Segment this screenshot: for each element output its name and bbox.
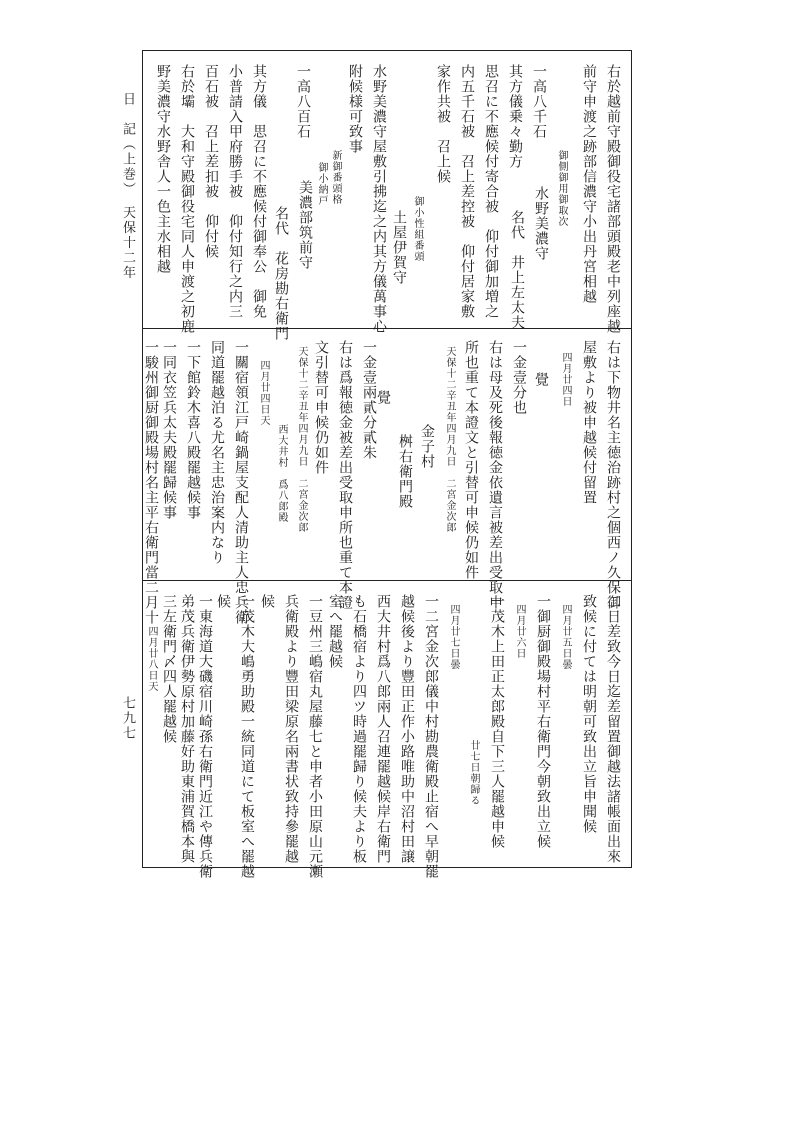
text-column: 水野美濃守 bbox=[533, 186, 549, 261]
text-column: 三左衛門〆四人罷越候 bbox=[161, 594, 177, 744]
text-column: 内五千石被 召上差控被 仰付居家敷 bbox=[459, 64, 475, 319]
heading-oboe: 覺 bbox=[533, 372, 549, 387]
text-column: 名代 井上左太夫 bbox=[509, 210, 525, 330]
heading-oboe: 覺 bbox=[375, 390, 391, 405]
text-column: 金子村 bbox=[419, 424, 435, 469]
text-column: 一金壹兩貳分貳朱 bbox=[361, 340, 377, 460]
date-annotation: 四月廿五日曇 bbox=[560, 604, 571, 670]
text-column: 西大井村爲八郎兩人召連罷越候岸右衛門 bbox=[375, 594, 391, 864]
text-column: 名代 花房勘右衛門 bbox=[273, 206, 289, 341]
text-column: 桝右衛門殿 bbox=[397, 434, 413, 509]
date-annotation: 四月廿八日天 bbox=[146, 626, 157, 692]
date-annotation: 四月廿四日天 bbox=[258, 360, 269, 426]
text-column: 右於越前守殿御役宅諸部頭殿老中列座越 bbox=[605, 64, 621, 334]
text-column: 其方儀 思召に不應候付御奉公 御免 bbox=[251, 64, 267, 319]
text-column: 二日差致今日迄差留置御越法諸帳面出來 bbox=[605, 594, 621, 864]
text-column: 附候様可致事 bbox=[347, 64, 363, 154]
text-column: 一下館鈴木喜八殿罷越候事 bbox=[185, 340, 201, 520]
text-column: 其方儀乗々勤方 bbox=[507, 64, 523, 169]
date-annotation: 天保十二辛丑年四月九日 二宮金次郎 bbox=[296, 346, 307, 533]
date-annotation: 四月廿四日 bbox=[560, 352, 571, 407]
text-column: 室へ罷越候 bbox=[327, 594, 343, 669]
section-divider-1 bbox=[142, 328, 632, 329]
date-annotation: 四月廿六日 bbox=[514, 604, 525, 659]
text-column: 一同衣笠兵太夫殿罷歸候事 bbox=[161, 340, 177, 520]
text-column: も石橋宿より四ツ時過罷歸り候夫より板 bbox=[351, 594, 367, 864]
text-column: 一關宿領江戸崎鍋屋支配人清助主人忠兵衛 bbox=[233, 340, 249, 625]
text-column: 文引替可申候仍如件 bbox=[313, 340, 329, 475]
text-column: 一高八千石 bbox=[531, 64, 547, 139]
text-column: 美濃部筑前守 bbox=[297, 180, 313, 270]
small-annotation: 新御番頭格 bbox=[330, 150, 341, 205]
text-column: 一御厨御殿場村平右衛門今朝致出立候 bbox=[535, 594, 551, 849]
text-column: 土屋伊賀守 bbox=[391, 210, 407, 285]
text-column: 右は爲報徳金被差出受取申所也重て本證 bbox=[337, 340, 353, 610]
text-column: 家作共被 召上候 bbox=[435, 64, 451, 184]
text-column: 前守申渡之跡部信濃守小出丹宮相越 bbox=[581, 64, 597, 304]
text-column: 一豆州三嶋宿丸屋藤七と申者小田原山元瀬 bbox=[307, 594, 323, 879]
small-annotation: 御小性組番頭 bbox=[412, 196, 423, 262]
text-column: 屋敷より被申越候付留置 bbox=[581, 340, 597, 505]
text-column: 兵衛殿より豐田梁原名兩書状致持參罷越 bbox=[283, 594, 299, 864]
date-annotation: 廿七日朝歸る bbox=[468, 740, 479, 806]
text-column: 同道罷越泊る尤名主忠治案内なり bbox=[209, 340, 225, 565]
section-divider-2 bbox=[142, 580, 632, 581]
book-title-header: 日 記（上巻） 天保十二年 bbox=[120, 92, 135, 281]
text-column: 野美濃守水野舎人一色主水相越 bbox=[155, 64, 171, 274]
text-column: 一高八百石 bbox=[295, 64, 311, 139]
text-column: 一茂木上田正太郎殿自下三人罷越申候 bbox=[489, 594, 505, 849]
text-column: 越候後より豐田正作小路唯助中沼村田譲 bbox=[399, 594, 415, 864]
text-column: 一駿州御厨御殿場村名主平右衛門當二月十 bbox=[143, 340, 159, 625]
text-column: 一東海道大磯宿川崎孫右衛門近江や傳兵衛 bbox=[197, 594, 213, 879]
small-annotation: 御小納戸 bbox=[316, 162, 327, 206]
text-column: 候 bbox=[215, 594, 231, 609]
text-column: 候 bbox=[259, 594, 275, 609]
text-column: 致候に付ては明朝可致出立旨申聞候 bbox=[581, 594, 597, 834]
date-annotation: 四月廿七日曇 bbox=[448, 604, 459, 670]
text-column: 一二宮金次郎儀中村勘農衛殿止宿へ早朝罷 bbox=[423, 594, 439, 879]
text-column: 所也重て本證文と引替可申候仍如件 bbox=[463, 340, 479, 580]
small-annotation: 御側御用御取次 bbox=[556, 150, 567, 227]
text-column: 西大井村 爲八郎殿 bbox=[276, 424, 287, 523]
page-number: 七九七 bbox=[120, 696, 135, 741]
text-column: 右は下物井名主徳治跡村之個西ノ久保御 bbox=[605, 340, 621, 610]
date-annotation: 天保十二辛丑年四月九日 二宮金次郎 bbox=[444, 346, 455, 533]
text-column: 一茂木大嶋勇助殿一統同道にて板室へ罷越 bbox=[239, 594, 255, 879]
text-column: 小普請入甲府勝手被 仰付知行之内三 bbox=[227, 64, 243, 319]
text-column: 右於壩 大和守殿御役宅同人申渡之初鹿 bbox=[179, 64, 195, 334]
text-column: 思召に不應候付寄合被 仰付御加増之 bbox=[483, 64, 499, 319]
text-column: 右は母及死後報徳金依遺言被差出受取申 bbox=[487, 340, 503, 610]
text-column: 弟茂兵衛伊勢原村加藤好助東浦賀橋本與 bbox=[179, 594, 195, 864]
text-column: 一金壹分也 bbox=[511, 340, 527, 415]
text-column: 百石被 召上差扣被 仰付候 bbox=[203, 64, 219, 259]
text-column: 水野美濃守屋敷引拂迄之内其方儀萬事心 bbox=[371, 64, 387, 334]
